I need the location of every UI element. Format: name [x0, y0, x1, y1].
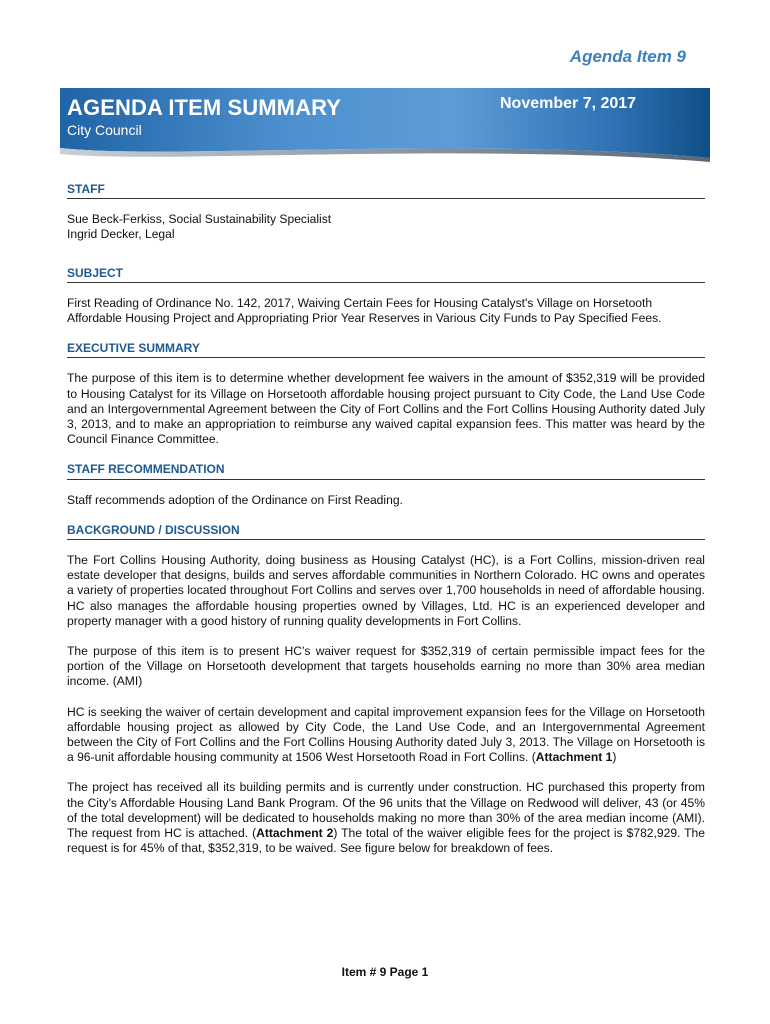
paragraph-text: ) The total of the waiver eligible fees for the project is $782,929. The request is for 45% of that, $352,319, to be waived. See figure below for breakdown of fees. [67, 826, 705, 856]
staff-line: Ingrid Decker, Legal [67, 227, 175, 242]
page-footer: Item # 9 Page 1 [341, 965, 429, 979]
staff-recommendation-heading: STAFF RECOMMENDATION [67, 462, 705, 479]
background-heading: BACKGROUND / DISCUSSION [67, 523, 705, 540]
staff-recommendation-text: Staff recommends adoption of the Ordinance on First Reading. [67, 492, 403, 507]
paragraph-text: ) [612, 750, 617, 765]
executive-summary-text: The purpose of this item is to determine whether development fee waivers in the amount of $352,319 will be provided to Housing Catalyst for its Village on Horsetooth affordable housing project pursuant to City Code, the Land Use Code and an Intergovernmental Agreement between the City of Fort Collins and the Fort Collins Housing Authority dated July 3, 2013, and to make an appropriation to reimburse any waived capital expansion fees. This matter was heard by the Council Finance Committee. [67, 371, 705, 447]
background-paragraph: The Fort Collins Housing Authority, doing business as Housing Catalyst (HC), is a Fort Collins, mission-driven real estate developer that designs, builds and serves affordable communities in Northern Colorado. HC owns and operates a variety of properties located throughout Fort Collins and serves over 1,700 households in need of affordable housing. HC also manages the affordable housing properties owned by Villages, Ltd. HC is an experienced developer and property manager with a good history of running quality developments in Fort Collins. [67, 553, 705, 628]
paragraph-text: The project has received all its building permits and is currently under construction. HC purchased this property from the City’s Affordable Housing Land Bank Program. Of the 96 units that the Village on Redwood will deliver, 43 (or 45% of the total development) will be dedicated to households making no more than 30% of the area median income (AMI). The request from HC is attached. ( [67, 780, 705, 841]
attachment-1-reference: Attachment 1 [535, 750, 613, 765]
page-subtitle: City Council [67, 122, 142, 138]
meeting-date: November 7, 2017 [500, 95, 637, 112]
staff-line: Sue Beck-Ferkiss, Social Sustainability Specialist [67, 212, 332, 227]
background-paragraph: The purpose of this item is to present HC’s waiver request for $352,319 of certain permissible impact fees for the portion of the Village on Horsetooth development that targets households earning no more than 30% area median income. (AMI) [67, 644, 705, 689]
background-paragraph [67, 780, 705, 856]
document-body [67, 182, 705, 857]
staff-heading: STAFF [67, 182, 705, 199]
attachment-2-reference: Attachment 2 [256, 826, 334, 841]
subject-heading: SUBJECT [67, 266, 705, 283]
summary-banner [60, 88, 710, 166]
executive-summary-heading: EXECUTIVE SUMMARY [67, 341, 705, 358]
page-title: AGENDA ITEM SUMMARY [67, 95, 342, 120]
paragraph-text: HC is seeking the waiver of certain development and capital improvement expansion fees for the Village on Horsetooth affordable housing project as allowed by City Code, the Land Use Code, and an Intergovernmental Agreement between the City of Fort Collins and the Fort Collins Housing Authority dated July 3, 2013. The Village on Horsetooth is a 96-unit affordable housing community at 1506 West Horsetooth Road in Fort Collins. ( [67, 704, 705, 765]
agenda-item-number: Agenda Item 9 [569, 47, 686, 66]
background-paragraph [67, 705, 705, 766]
subject-text: First Reading of Ordinance No. 142, 2017, Waiving Certain Fees for Housing Catalyst's Village on Horsetooth Affordable Housing Project and Appropriating Prior Year Reserves in Various City Funds to Pay Specified Fees. [67, 295, 662, 326]
